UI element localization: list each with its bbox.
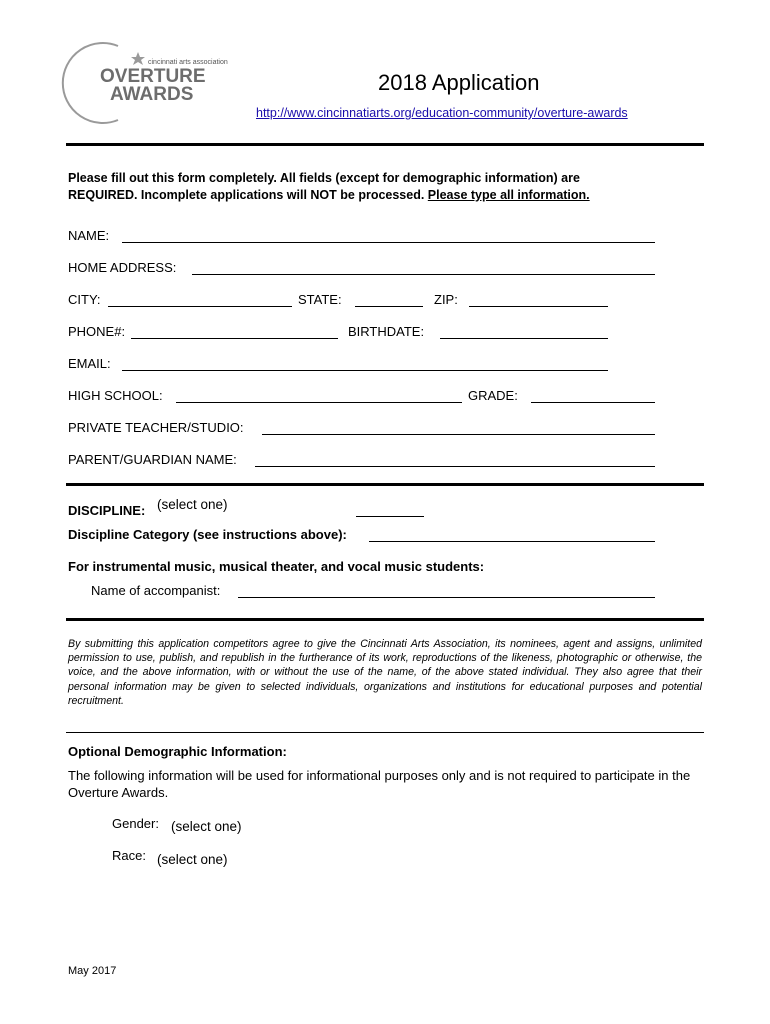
- accompanist-label: Name of accompanist:: [91, 583, 221, 598]
- discipline-label: DISCIPLINE:: [68, 503, 146, 518]
- phone-label: PHONE#:: [68, 324, 126, 339]
- private-teacher-label: PRIVATE TEACHER/STUDIO:: [68, 420, 244, 435]
- gender-select[interactable]: (select one): [171, 819, 242, 834]
- grade-field[interactable]: [531, 388, 655, 403]
- parent-guardian-field[interactable]: [255, 452, 655, 467]
- demographic-description: The following information will be used for informational purposes only and is not required to participate in the Overture Awards.: [68, 768, 691, 800]
- gender-label: Gender:: [112, 816, 159, 831]
- consent-statement: By submitting this application competitors agree to give the Cincinnati Arts Association, its nominees, agent and assigns, unlimited permission to use, publish, and republish in the furtherance of its work, reproductions of the likeness, photographic or otherwise, the voice, and the above information, with or without the use of the name, of the above stated individual. They also agree that their personal information may be given to selected individuals, organizations and institutions for educational purposes and potential recruitment.: [68, 638, 702, 707]
- city-field[interactable]: [108, 292, 292, 307]
- private-teacher-field[interactable]: [262, 420, 655, 435]
- home-address-field[interactable]: [192, 260, 655, 275]
- name-label: NAME:: [68, 228, 110, 243]
- discipline-category-label: Discipline Category (see instructions above):: [68, 527, 347, 542]
- email-field[interactable]: [122, 356, 608, 371]
- discipline-category-field[interactable]: [369, 527, 655, 542]
- demographic-heading: Optional Demographic Information:: [68, 744, 287, 759]
- race-label: Race:: [112, 848, 146, 863]
- state-field[interactable]: [355, 292, 423, 307]
- section-divider-3: [66, 732, 704, 733]
- high-school-field[interactable]: [176, 388, 462, 403]
- instructions-line2: REQUIRED. Incomplete applications will NOT be processed.: [68, 188, 428, 202]
- form-instructions: [68, 170, 698, 204]
- accompanist-field[interactable]: [238, 583, 655, 598]
- section-divider-1: [66, 483, 704, 486]
- header-divider: [66, 143, 704, 146]
- discipline-blank: [356, 502, 424, 517]
- discipline-select[interactable]: (select one): [157, 497, 228, 512]
- logo-tagline: cincinnati arts association: [148, 59, 228, 66]
- birthdate-field[interactable]: [440, 324, 608, 339]
- parent-guardian-label: PARENT/GUARDIAN NAME:: [68, 452, 237, 467]
- program-url-link[interactable]: http://www.cincinnatiarts.org/education-community/overture-awards: [256, 106, 628, 120]
- race-select[interactable]: (select one): [157, 852, 228, 867]
- zip-field[interactable]: [469, 292, 608, 307]
- logo-line2: AWARDS: [110, 84, 194, 105]
- overture-awards-logo: [78, 40, 228, 122]
- high-school-label: HIGH SCHOOL:: [68, 388, 163, 403]
- logo-line1: OVERTURE: [100, 66, 206, 87]
- zip-label: ZIP:: [434, 292, 458, 307]
- name-field[interactable]: [122, 228, 655, 243]
- page-title: 2018 Application: [378, 70, 540, 95]
- home-address-label: HOME ADDRESS:: [68, 260, 177, 275]
- footer-date: May 2017: [68, 965, 117, 977]
- instrumental-heading: For instrumental music, musical theater, and vocal music students:: [68, 559, 485, 574]
- grade-label: GRADE:: [468, 388, 518, 403]
- section-divider-2: [66, 618, 704, 621]
- instructions-line1: Please fill out this form completely. All fields (except for demographic information) are: [68, 171, 580, 185]
- instructions-type-note: Please type all information.: [427, 188, 590, 202]
- city-label: CITY:: [68, 292, 101, 307]
- email-label: EMAIL:: [68, 356, 111, 371]
- birthdate-label: BIRTHDATE:: [348, 324, 425, 339]
- state-label: STATE:: [298, 292, 342, 307]
- phone-field[interactable]: [131, 324, 338, 339]
